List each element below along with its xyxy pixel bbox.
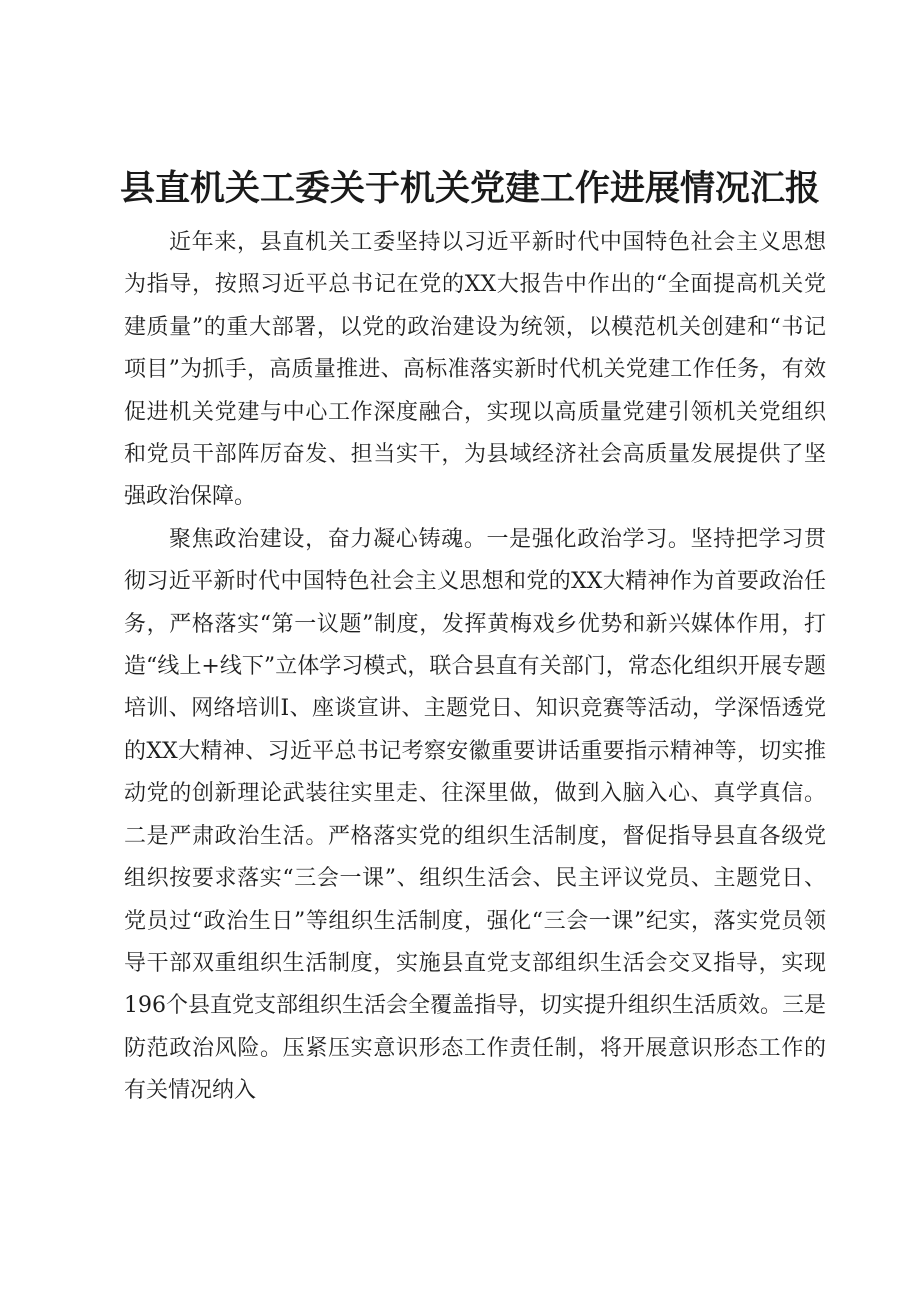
paragraph-political-building: 聚焦政治建设，奋力凝心铸魂。一是强化政治学习。坚持把学习贯彻习近平新时代中国特色社会主义思想和党的XX大精神作为首要政治任务，严格落实“第一议题”制度，发挥黄梅戏乡优势和新兴媒体作用，打造“线上+线下”立体学习模式，联合县直有关部门，常态化组织开展专题培训、网络培训I、座谈宣讲、主题党日、知识竞赛等活动，学深悟透党的XX大精神、习近平总书记考察安徽重要讲话重要指示精神等，切实推动党的创新理论武装往实里走、往深里做，做到入脑入心、真学真信。二是严肃政治生活。严格落实党的组织生活制度，督促指导县直各级党组织按要求落实“三会一课”、组织生活会、民主评议党员、主题党日、党员过“政治生日”等组织生活制度，强化“三会一课”纪实，落实党员领导干部双重组织生活制度，实施县直党支部组织生活会交叉指导，实现196个县直党支部组织生活会全覆盖指导，切实提升组织生活质效。三是防范政治风险。压紧压实意识形态工作责任制，将开展意识形态工作的有关情况纳入 (124, 526, 826, 1104)
document-body (124, 222, 826, 1113)
document-title: 县直机关工委关于机关党建工作进展情况汇报 (120, 169, 821, 209)
paragraph-intro: 近年来，县直机关工委坚持以习近平新时代中国特色社会主义思想为指导，按照习近平总书记在党的XX大报告中作出的“全面提高机关党建质量”的重大部署，以党的政治建设为统领，以模范机关创建和“书记项目”为抓手，高质量推进、高标准落实新时代机关党建工作任务，有效促进机关党建与中心工作深度融合，实现以高质量党建引领机关党组织和党员干部阵厉奋发、担当实干，为县域经济社会高质量发展提供了坚强政治保障。 (124, 230, 826, 510)
